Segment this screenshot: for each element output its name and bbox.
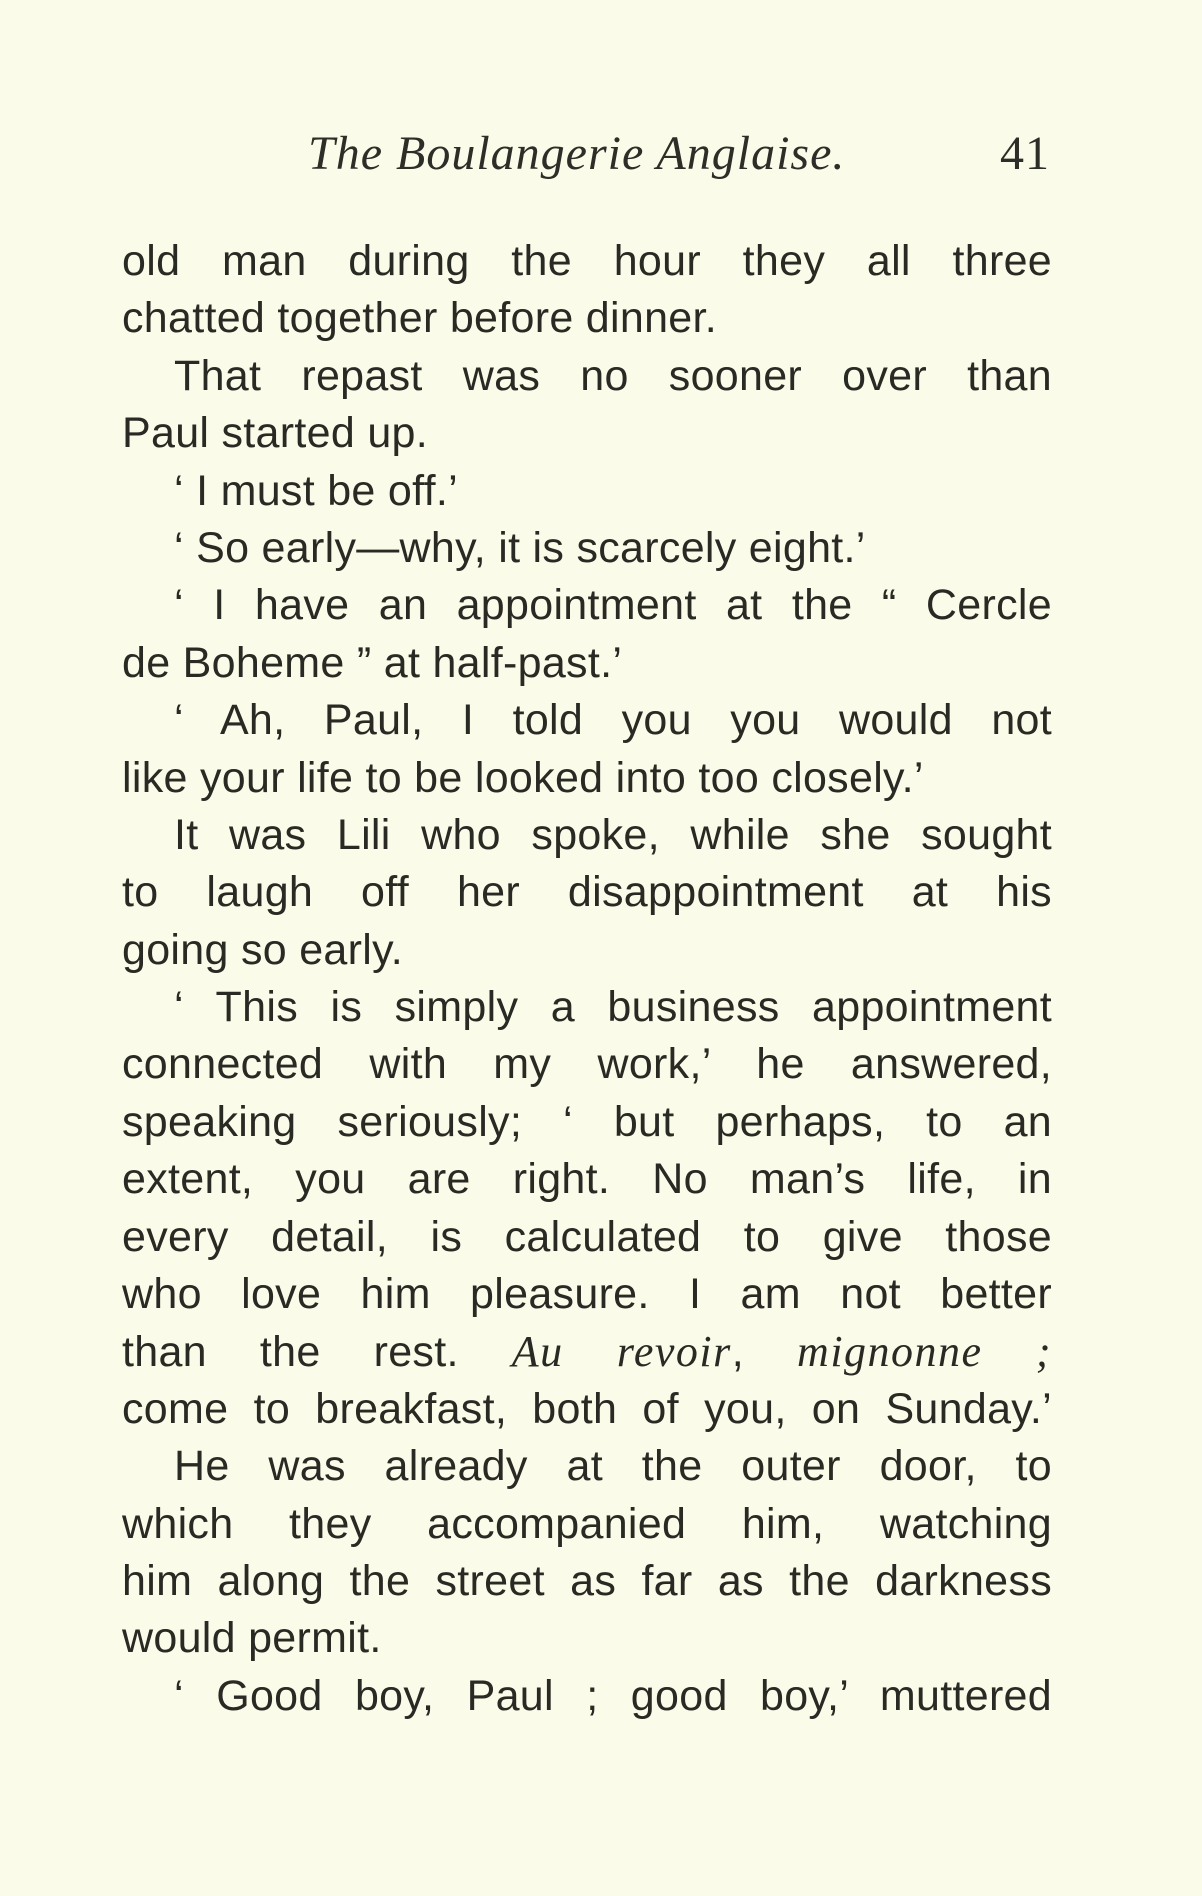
text-line: to laugh off her disappointment at his — [122, 868, 1052, 917]
italic-phrase: Au revoir — [511, 1327, 732, 1377]
text-line: That repast was no sooner over than — [174, 351, 1052, 400]
text-segment: , — [731, 1328, 745, 1377]
text-line: ‘ So early—why, it is scarcely eight.’ — [174, 523, 866, 572]
text-line: extent, you are right. No man’s life, in — [122, 1155, 1052, 1204]
text-line: going so early. — [122, 925, 403, 974]
text-segment: than the rest. — [122, 1328, 459, 1377]
text-line: connected with my work,’ he answered, — [122, 1040, 1052, 1089]
running-head — [0, 122, 1202, 186]
text-line: which they accompanied him, watching — [122, 1499, 1052, 1548]
page-number: 41 — [1000, 127, 1050, 180]
text-line: de Boheme ” at half-past.’ — [122, 638, 623, 687]
italic-phrase: mignonne ; — [797, 1327, 1052, 1377]
text-line: He was already at the outer door, to — [174, 1442, 1052, 1491]
text-line: old man during the hour they all three — [122, 237, 1052, 285]
text-line: ‘ This is simply a business appointment — [174, 983, 1052, 1032]
text-line: ‘ Good boy, Paul ; good boy,’ muttered — [174, 1671, 1052, 1720]
text-line: chatted together before dinner. — [122, 294, 718, 343]
text-line: ‘ I have an appointment at the “ Cercle — [174, 581, 1052, 630]
text-line: come to breakfast, both of you, on Sunday.’ — [122, 1384, 1052, 1433]
text-line: would permit. — [122, 1614, 382, 1663]
text-line: him along the street as far as the darkness — [122, 1556, 1052, 1605]
text-line-with-italics — [122, 1323, 1052, 1380]
text-line: speaking seriously; ‘ but perhaps, to an — [122, 1097, 1052, 1146]
text-line: ‘ Ah, Paul, I told you you would not — [174, 696, 1052, 745]
text-line: who love him pleasure. I am not better — [122, 1270, 1052, 1319]
text-line: every detail, is calculated to give those — [122, 1212, 1052, 1261]
text-line: like your life to be looked into too closely.’ — [122, 753, 924, 802]
running-title: The Boulangerie Anglaise. — [308, 127, 846, 180]
text-line: ‘ I must be off.’ — [174, 466, 458, 515]
body-text — [122, 233, 1052, 1725]
text-line: Paul started up. — [122, 409, 428, 458]
text-line: It was Lili who spoke, while she sought — [174, 810, 1052, 859]
